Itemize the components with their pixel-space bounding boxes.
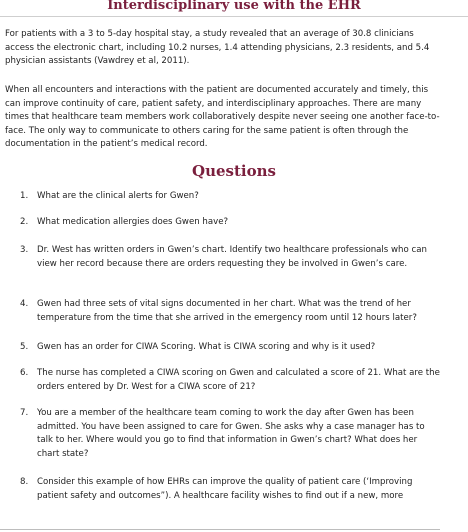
page-title: Interdisciplinary use with the EHR xyxy=(107,0,361,13)
question-number: 2. xyxy=(20,217,29,227)
question-item xyxy=(20,341,440,355)
page-bottom-rule xyxy=(0,529,440,530)
question-item xyxy=(20,244,440,271)
question-item xyxy=(20,476,440,503)
question-text: Consider this example of how EHRs can improve the quality of patient care (‘Improving patient safety and outcomes”). A healthcare facility wishes to find out if a new, more xyxy=(37,477,413,501)
question-item xyxy=(20,407,440,461)
body-paragraph: When all encounters and interactions with the patient are documented accurately and timely, this can improve continuity of care, patient safety, and interdisciplinary approaches. There are many times that healthcare team members work collaboratively despite never seeing one another face-to-face. The only way to communicate to others caring for the same patient is often through the documentation in the patient’s medical record. xyxy=(5,85,440,150)
question-item xyxy=(20,190,440,204)
question-item xyxy=(20,216,440,230)
question-number: 8. xyxy=(20,477,29,487)
question-text: Gwen has an order for CIWA Scoring. What is CIWA scoring and why is it used? xyxy=(37,342,376,352)
question-number: 4. xyxy=(20,299,29,309)
question-text: What medication allergies does Gwen have? xyxy=(37,217,229,227)
question-number: 6. xyxy=(20,368,29,378)
intro-paragraph: For patients with a 3 to 5-day hospital stay, a study revealed that an average of 30.8 clinicians access the electronic chart, including 10.2 nurses, 1.4 attending physicians, 2.3 residents, and 5.4 physician assistants (Vawdrey et al, 2011). xyxy=(5,29,430,67)
question-text: You are a member of the healthcare team coming to work the day after Gwen has been admitted. You have been assigned to care for Gwen. She asks why a case manager has to talk to her. Where would you go to find that information in Gwen’s chart? What does her chart state? xyxy=(37,408,425,459)
question-item xyxy=(20,367,440,394)
question-number: 1. xyxy=(20,191,29,201)
question-text: Gwen had three sets of vital signs documented in her chart. What was the trend of her temperature from the time that she arrived in the emergency room until 12 hours later? xyxy=(37,299,417,323)
question-number: 3. xyxy=(20,245,29,255)
question-text: Dr. West has written orders in Gwen’s chart. Identify two healthcare professionals who can view her record because there are orders requesting they be involved in Gwen’s care. xyxy=(37,245,427,269)
question-number: 5. xyxy=(20,342,29,352)
question-item xyxy=(20,298,440,325)
question-text: The nurse has completed a CIWA scoring on Gwen and calculated a score of 21. What are the orders entered by Dr. West for a CIWA score of 21? xyxy=(37,368,440,392)
questions-heading: Questions xyxy=(192,162,276,180)
question-number: 7. xyxy=(20,408,29,418)
question-text: What are the clinical alerts for Gwen? xyxy=(37,191,199,201)
